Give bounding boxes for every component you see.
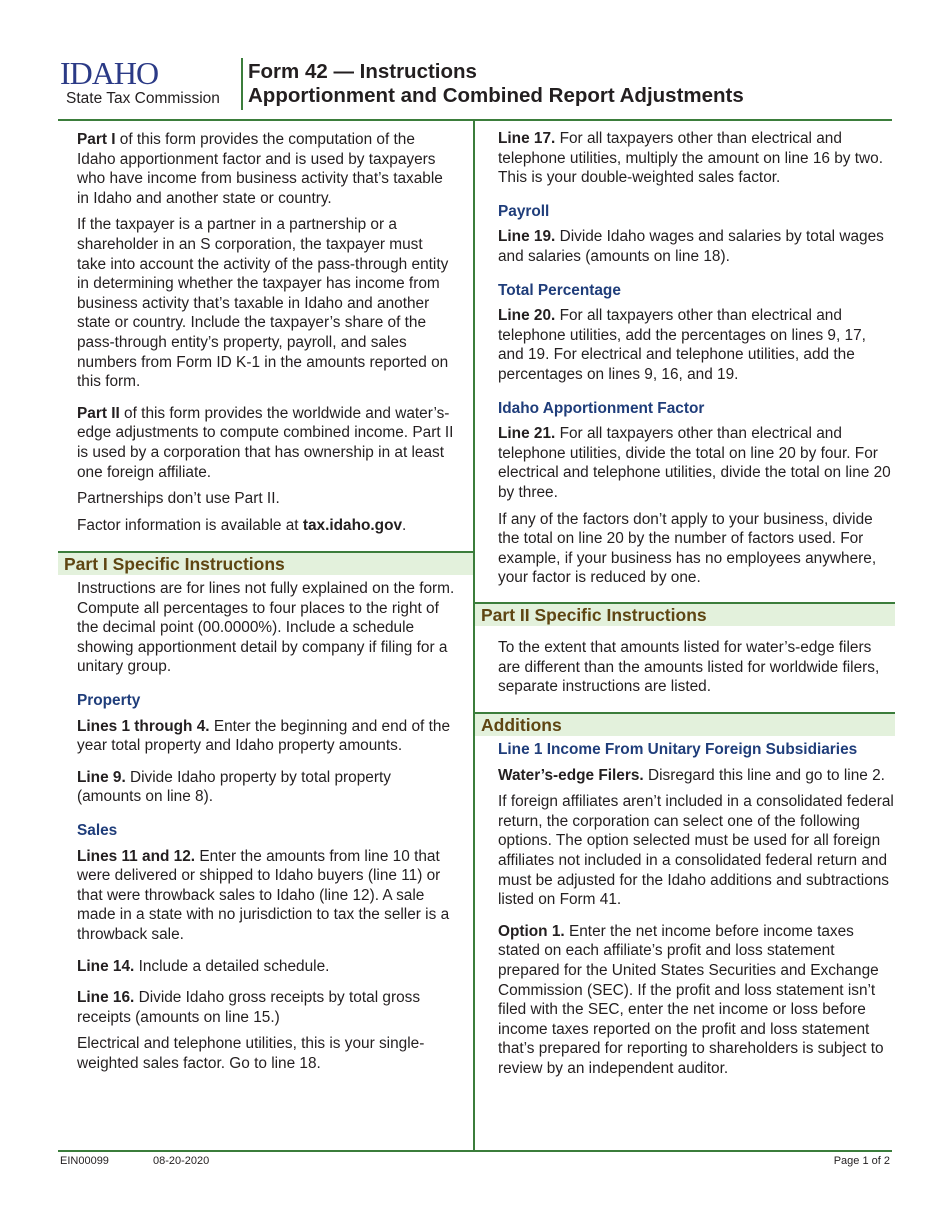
- paragraph: Line 9. Divide Idaho property by total property (amounts on line 8).: [77, 768, 391, 806]
- right-upper: [498, 129, 895, 595]
- paragraph: If any of the factors don’t apply to your business, divide the total on line 20 by the number of factors used. For example, if your business has no employees anywhere, your factor is reduced by one.: [498, 510, 877, 587]
- paragraph: Part II of this form provides the worldwide and water’s-edge adjustments to compute combined income. Part II is used by a corporation that has ownership in at least one foreign affiliate.: [77, 404, 454, 481]
- factor-link[interactable]: tax.idaho.gov: [302, 516, 403, 534]
- footer-page-number: Page 1 of 2: [833, 1155, 890, 1167]
- subheading-sales: Sales: [77, 821, 118, 839]
- paragraph: Line 14. Include a detailed schedule.: [77, 957, 330, 975]
- paragraph: Part I of this form provides the computation of the Idaho apportionment factor and is used by taxpayers who have income from business activity that’s taxable in Idaho and another state or country.: [77, 131, 443, 207]
- page-header: [58, 55, 898, 110]
- subheading-payroll: Payroll: [498, 202, 550, 220]
- paragraph: Lines 11 and 12. Enter the amounts from line 10 that were delivered or shipped to Idaho buyers (line 11) or that were throwback sales to Idaho (line 12). A sale made in a state with no jurisdiction to tax the seller is a throwback sale.: [77, 847, 450, 943]
- paragraph: Line 19. Divide Idaho wages and salaries by total wages and salaries (amounts on line 18).: [498, 228, 884, 265]
- paragraph: Factor information is available at tax.idaho.gov.: [77, 516, 407, 534]
- top-divider: [58, 119, 892, 121]
- section-heading-additions: Additions: [475, 712, 895, 736]
- subheading-line1: Line 1 Income From Unitary Foreign Subsidiaries: [498, 741, 858, 758]
- paragraph: Electrical and telephone utilities, this is your single-weighted sales factor. Go to line 18.: [77, 1035, 425, 1072]
- footer-date: 08-20-2020: [153, 1155, 210, 1167]
- paragraph: Water’s-edge Filers. Disregard this line and go to line 2.: [498, 766, 885, 784]
- title-line-2: Apportionment and Combined Report Adjustments: [248, 84, 744, 107]
- paragraph: Partnerships don’t use Part II.: [77, 490, 280, 508]
- subheading-total-percentage: Total Percentage: [498, 281, 621, 299]
- footer-form-code: EIN00099: [60, 1155, 109, 1167]
- paragraph: Instructions are for lines not fully explained on the form. Compute all percentages to four places to the right of the decimal point (00.0000%). Include a schedule showing apportionment detail by company if filing for a unitary group.: [77, 580, 455, 676]
- logo-wordmark: IDAHO: [60, 55, 159, 91]
- logo-subtitle: State Tax Commission: [66, 90, 220, 107]
- idaho-state-tax-commission-logo: [58, 55, 238, 110]
- section-heading-part2: Part II Specific Instructions: [475, 602, 895, 626]
- right-part2-intro: [498, 638, 895, 704]
- paragraph: Lines 1 through 4. Enter the beginning and end of the year total property and Idaho property amounts.: [77, 717, 451, 755]
- right-additions: [498, 740, 895, 1086]
- section-heading-part1: Part I Specific Instructions: [58, 551, 473, 575]
- subheading-property: Property: [77, 691, 141, 709]
- left-intro: [77, 130, 455, 542]
- header-divider: [241, 58, 243, 110]
- paragraph: Line 20. For all taxpayers other than electrical and telephone utilities, add the percentages on lines 9, 17, and 19. For electrical and telephone utilities, add the percentages on lines 9, 16, and 19.: [498, 307, 866, 383]
- paragraph: If foreign affiliates aren’t included in a consolidated federal return, the corporation can select one of the following options. The option selected must be used for all foreign affiliates not included in a consolidated federal return and must be adjusted for the Idaho additions and subtractions listed on Form 41.: [498, 793, 894, 909]
- paragraph: If the taxpayer is a partner in a partnership or a shareholder in an S corporation, the taxpayer must take into account the activity of the pass-through entity in determining whether the taxpayer has income from business activity that’s taxable in Idaho and another state or country. Include the taxpayer’s share of the pass-through entity’s property, payroll, and sales numbers from Form ID K-1 in the amounts reported on this form.: [77, 216, 449, 391]
- paragraph: Line 17. For all taxpayers other than electrical and telephone utilities, multiply the amount on line 16 by two. This is your double-weighted sales factor.: [498, 130, 883, 187]
- title-line-1: Form 42 — Instructions: [248, 60, 477, 83]
- paragraph: To the extent that amounts listed for water’s-edge filers are different than the amounts listed for worldwide filers, separate instructions are listed.: [498, 639, 880, 696]
- page-title: [248, 60, 744, 108]
- column-divider: [473, 121, 475, 1152]
- paragraph: Line 16. Divide Idaho gross receipts by total gross receipts (amounts on line 15.): [77, 989, 421, 1026]
- paragraph: Line 21. For all taxpayers other than electrical and telephone utilities, divide the total on line 20 by four. For electrical and telephone utilities, divide the total on line 20 by three.: [498, 425, 891, 501]
- left-part1: [77, 579, 457, 1080]
- bottom-divider: [58, 1150, 892, 1152]
- paragraph: Option 1. Enter the net income before income taxes stated on each affiliate’s profit and loss statement prepared for the United States Securities and Exchange Commission (SEC). If the profit and loss statement isn’t filed with the SEC, enter the net income or loss before income taxes reported on the profit and loss statement that’s prepared for reporting to shareholders is subject to review by an independent auditor.: [498, 922, 884, 1077]
- subheading-apportionment-factor: Idaho Apportionment Factor: [498, 399, 705, 417]
